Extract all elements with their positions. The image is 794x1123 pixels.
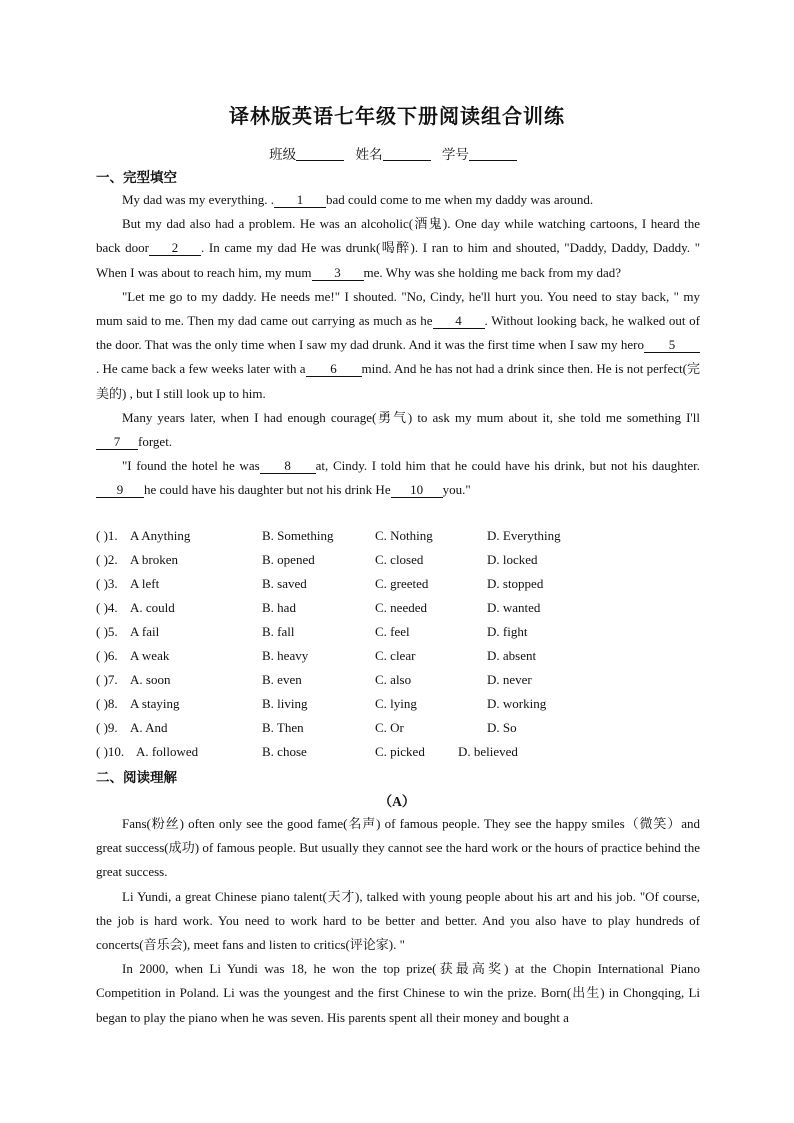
question-number[interactable]: ( )3.	[96, 576, 118, 591]
option-row	[96, 598, 716, 622]
option-b: B. saved	[262, 576, 307, 591]
option-b: B. had	[262, 600, 296, 615]
option-c: C. greeted	[375, 576, 429, 591]
option-d: D. So	[487, 720, 517, 735]
option-b: B. living	[262, 696, 308, 711]
option-c: C. needed	[375, 600, 427, 615]
option-c: C. clear	[375, 648, 416, 663]
passage-text: forget.	[138, 434, 173, 450]
option-a: A broken	[130, 552, 179, 567]
passage-text: at, Cindy. I told him that he could have his drink, but not his daughter.	[315, 458, 700, 474]
option-b: B. fall	[262, 624, 295, 639]
option-row	[96, 694, 716, 718]
question-number[interactable]: ( )10.	[96, 744, 125, 759]
option-d: D. working	[487, 696, 547, 711]
option-d: D. stopped	[487, 576, 544, 591]
option-b: B. even	[262, 672, 302, 687]
option-b: B. Something	[262, 528, 334, 543]
class-label: 班级	[269, 147, 297, 162]
section-heading-reading: 二、阅读理解	[96, 770, 177, 786]
reading-paragraph: In 2000, when Li Yundi was 18, he won the top prize(获最高奖) at the Chopin International Piano Competition in Poland. Li was the youngest and the first Chinese to win the prize. Born(出生) in Chongqing, Li began to play the piano when he was seven. His parents spent all their money and bought a	[96, 961, 700, 1025]
question-number[interactable]: ( )9.	[96, 720, 118, 735]
option-c: C. lying	[375, 696, 417, 711]
option-d: D. never	[487, 672, 532, 687]
question-number[interactable]: ( )1.	[96, 528, 118, 543]
option-b: B. chose	[262, 744, 307, 759]
option-a: A fail	[130, 624, 160, 639]
question-number[interactable]: ( )6.	[96, 648, 118, 663]
question-number[interactable]: ( )5.	[96, 624, 118, 639]
blank-9[interactable]: 9	[96, 483, 144, 498]
question-number[interactable]: ( )2.	[96, 552, 118, 567]
option-a: A. followed	[136, 744, 199, 759]
passage-text: My dad was my everything. .	[122, 192, 275, 207]
cloze-paragraph	[96, 188, 700, 212]
option-b: B. opened	[262, 552, 315, 567]
option-c: C. picked	[375, 744, 425, 759]
passage-text: he could have his daughter but not his drink He	[144, 482, 391, 498]
options-list	[96, 526, 716, 766]
passage-text: bad could come to me when my daddy was around.	[326, 192, 594, 207]
passage-text: "Let me go to my daddy. He needs me!" I shouted. "No, Cindy, he'll hurt you. You need to stay back, " my mum said to me. Then my dad came out carrying as much as he	[96, 288, 700, 329]
name-label: 姓名	[355, 147, 383, 162]
option-row	[96, 742, 716, 766]
option-row	[96, 670, 716, 694]
option-a: A Anything	[130, 528, 191, 543]
passage-text: . He came back a few weeks later with a	[96, 361, 306, 377]
option-row	[96, 646, 716, 670]
option-row	[96, 574, 716, 598]
blank-2[interactable]: 2	[149, 241, 201, 256]
question-number[interactable]: ( )7.	[96, 672, 118, 687]
option-d: D. wanted	[487, 600, 541, 615]
option-c: C. feel	[375, 624, 410, 639]
blank-6[interactable]: 6	[306, 362, 362, 377]
option-d: D. locked	[487, 552, 538, 567]
option-a: A weak	[130, 648, 170, 663]
option-b: B. Then	[262, 720, 304, 735]
passage-text: . Without looking back, he walked out of the door. That was the only time when I saw my dad drunk. And it was the first time when I saw my hero	[96, 313, 701, 353]
option-c: C. Nothing	[375, 528, 433, 543]
option-row	[96, 622, 716, 646]
page-title: 译林版英语七年级下册阅读组合训练	[229, 104, 565, 128]
blank-1[interactable]: 1	[274, 193, 326, 208]
blank-10[interactable]: 10	[391, 483, 443, 498]
cloze-paragraph	[96, 212, 700, 285]
reading-paragraph: Fans(粉丝) often only see the good fame(名声) of famous people. They see the happy smiles（微笑）and great success(成功) of famous people. But usually they cannot see the hard work or the hours of practice behind the great success.	[96, 816, 700, 880]
passage-text: me. Why was she holding me back from my dad?	[363, 264, 622, 280]
passage-text: But my dad also had a problem. He was an alcoholic(酒鬼). One day while watching cartoons, I heard the back door	[96, 216, 700, 256]
cloze-passage	[96, 188, 700, 503]
option-a: A. could	[130, 600, 175, 615]
option-d: D. believed	[458, 744, 518, 759]
reading-passage	[96, 812, 700, 1030]
blank-8[interactable]: 8	[260, 459, 316, 474]
option-c: C. closed	[375, 552, 424, 567]
id-label: 学号	[441, 147, 469, 162]
option-row	[96, 718, 716, 742]
cloze-paragraph	[96, 454, 700, 502]
passage-text: Many years later, when I had enough courage(勇气) to ask my mum about it, she told me something I'll	[122, 409, 700, 425]
blank-4[interactable]: 4	[433, 314, 485, 329]
blank-5[interactable]: 5	[644, 338, 700, 353]
option-c: C. also	[375, 672, 412, 687]
option-row	[96, 550, 716, 574]
reading-paragraph: Li Yundi, a great Chinese piano talent(天才), talked with young people about his art and his job. "Of course, the job is hard work. You need to work hard to be better and better. And you also have to play hundreds of concerts(音乐会), meet fans and listen to critics(评论家). "	[96, 888, 700, 953]
id-blank[interactable]	[469, 148, 517, 161]
blank-3[interactable]: 3	[312, 266, 364, 281]
option-b: B. heavy	[262, 648, 309, 663]
question-number[interactable]: ( )4.	[96, 600, 118, 615]
name-blank[interactable]	[383, 148, 431, 161]
option-a: A. And	[130, 720, 168, 735]
cloze-paragraph	[96, 406, 700, 454]
class-blank[interactable]	[296, 148, 344, 161]
blank-7[interactable]: 7	[96, 435, 138, 450]
question-number[interactable]: ( )8.	[96, 696, 118, 711]
student-info-line	[0, 143, 794, 163]
option-a: A. soon	[130, 672, 171, 687]
option-d: D. Everything	[487, 528, 561, 543]
passage-text: "I found the hotel he was	[122, 458, 260, 474]
option-d: D. fight	[487, 624, 528, 639]
option-c: C. Or	[375, 720, 404, 735]
passage-label: （A）	[378, 794, 416, 809]
passage-text: you."	[442, 482, 471, 498]
option-a: A staying	[130, 696, 180, 711]
option-a: A left	[130, 576, 160, 591]
passage-text: . In came my dad He was drunk(喝醉). I ran to him and shouted, "Daddy, Daddy, Daddy. " When I was about to reach him, my mum	[96, 240, 700, 280]
passage-text: mind. And he has not had a drink since then. He is not perfect(完美的) , but I still look up to him.	[96, 361, 701, 401]
cloze-paragraph	[96, 285, 700, 406]
section-heading-cloze: 一、完型填空	[96, 170, 177, 186]
option-row	[96, 526, 716, 550]
option-d: D. absent	[487, 648, 537, 663]
